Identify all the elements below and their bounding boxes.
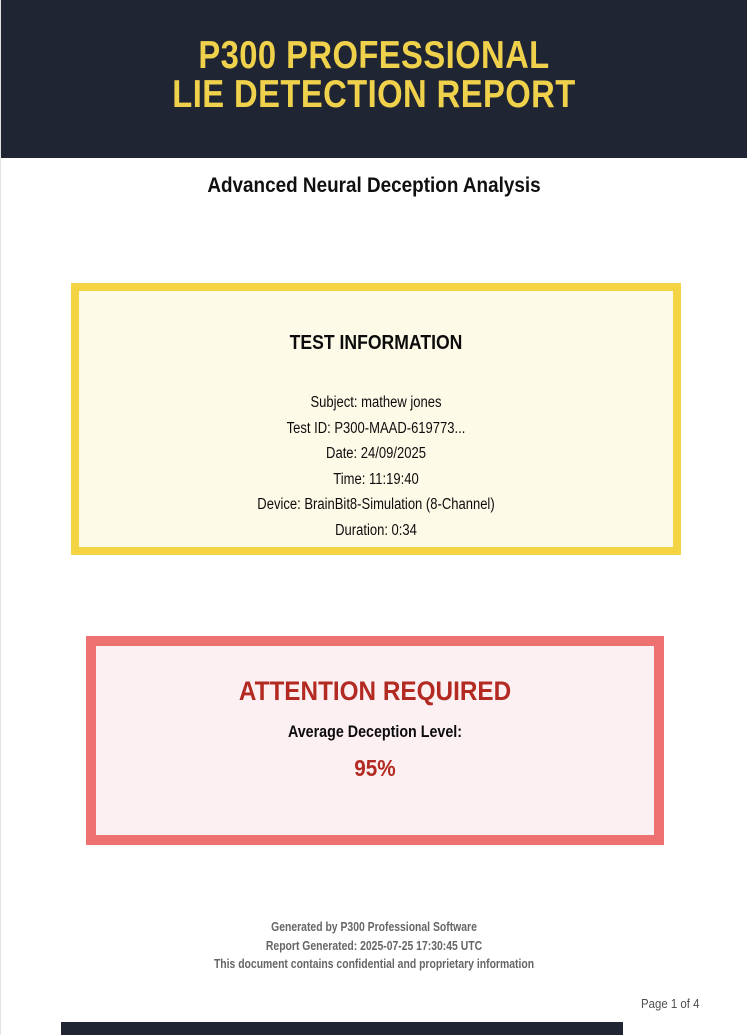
- info-row-device: Device: BrainBit8-Simulation (8-Channel): [257, 496, 495, 513]
- report-title-line1: P300 PROFESSIONAL: [198, 34, 550, 77]
- footer-confidential: This document contains confidential and proprietary information: [213, 956, 535, 971]
- info-row-time: Time: 11:19:40: [333, 470, 419, 488]
- attention-required-box: [86, 636, 664, 845]
- info-row-test-id: Test ID: P300-MAAD-619773...: [286, 419, 466, 437]
- deception-level-label: Average Deception Level:: [287, 722, 463, 741]
- info-row-date: Date: 24/09/2025: [326, 445, 426, 462]
- report-footer: [1, 918, 747, 974]
- attention-title: ATTENTION REQUIRED: [238, 676, 512, 706]
- report-title-line2: LIE DETECTION REPORT: [172, 73, 576, 116]
- next-page-header-edge: [61, 1022, 623, 1035]
- test-information-rows: [79, 390, 673, 543]
- report-title: [61, 36, 688, 114]
- test-information-title: TEST INFORMATION: [289, 332, 463, 354]
- info-row-subject: Subject: mathew jones: [310, 394, 442, 411]
- deception-level-value: 95%: [354, 755, 396, 781]
- info-row-duration: Duration: 0:34: [335, 521, 417, 539]
- footer-report-generated: Report Generated: 2025-07-25 17:30:45 UTC: [265, 937, 483, 953]
- report-subtitle: Advanced Neural Deception Analysis: [207, 174, 541, 197]
- report-header-banner: [1, 0, 747, 158]
- footer-generated-by: Generated by P300 Professional Software: [271, 919, 477, 934]
- page-number: Page 1 of 4: [640, 996, 699, 1011]
- test-information-box: [71, 283, 681, 555]
